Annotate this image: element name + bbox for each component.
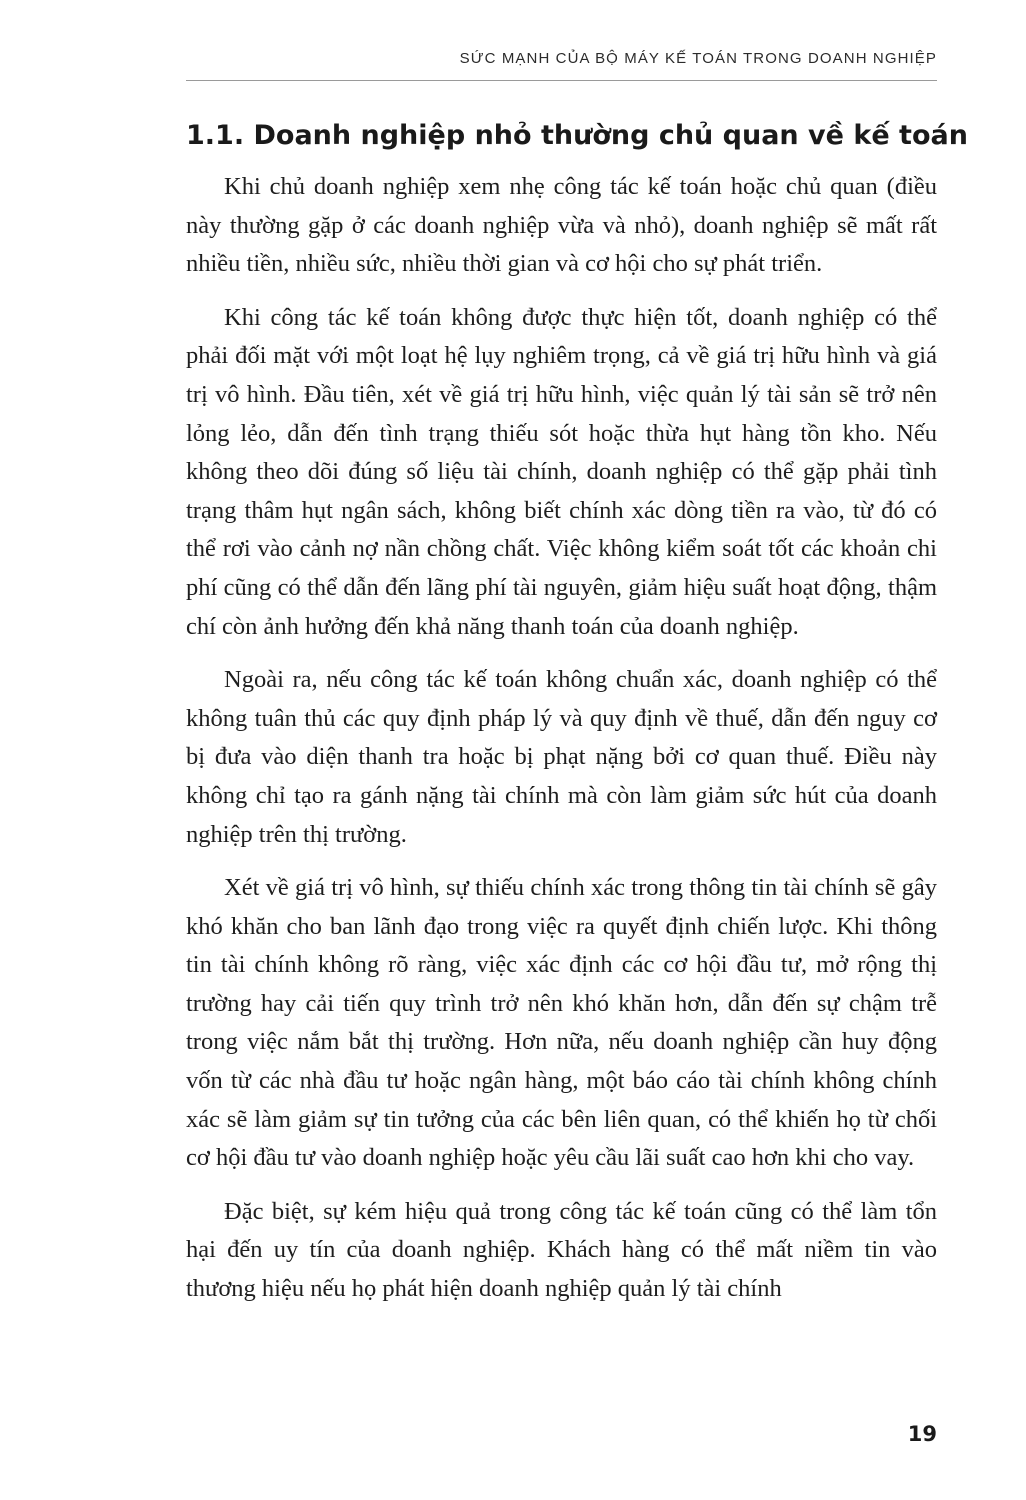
paragraph-2: Khi công tác kế toán không được thực hiện tốt, doanh nghiệp có thể phải đối mặt với một loạt hệ lụy nghiêm trọng, cả về giá trị hữu hình và giá trị vô hình. Đầu tiên, xét về giá trị hữu hình, việc quản lý tài sản sẽ trở nên lỏng lẻo, dẫn đến tình trạng thiếu sót hoặc thừa hụt hàng tồn kho. Nếu không theo dõi đúng số liệu tài chính, doanh nghiệp có thể gặp phải tình trạng thâm hụt ngân sách, không biết chính xác dòng tiền ra vào, từ đó có thể rơi vào cảnh nợ nần chồng chất. Việc không kiểm soát tốt các khoản chi phí cũng có thể dẫn đến lãng phí tài nguyên, giảm hiệu suất hoạt động, thậm chí còn ảnh hưởng đến khả năng thanh toán của doanh nghiệp. xyxy=(186,303,937,640)
running-header: SỨC MẠNH CỦA BỘ MÁY KẾ TOÁN TRONG DOANH NGHIỆP xyxy=(459,50,937,67)
paragraph-5: Đặc biệt, sự kém hiệu quả trong công tác kế toán cũng có thể làm tổn hại đến uy tín của doanh nghiệp. Khách hàng có thể mất niềm tin vào thương hiệu nếu họ phát hiện doanh nghiệp quản lý tài chính xyxy=(186,1197,937,1303)
section-title: 1.1. Doanh nghiệp nhỏ thường chủ quan về kế toán xyxy=(186,120,968,151)
header-divider xyxy=(186,80,937,81)
body-text xyxy=(186,168,937,1324)
paragraph-3: Ngoài ra, nếu công tác kế toán không chuẩn xác, doanh nghiệp có thể không tuân thủ các quy định pháp lý và quy định về thuế, dẫn đến nguy cơ bị đưa vào diện thanh tra hoặc bị phạt nặng bởi cơ quan thuế. Điều này không chỉ tạo ra gánh nặng tài chính mà còn làm giảm sức hút của doanh nghiệp trên thị trường. xyxy=(186,666,937,848)
paragraph-4: Xét về giá trị vô hình, sự thiếu chính xác trong thông tin tài chính sẽ gây khó khăn cho ban lãnh đạo trong việc ra quyết định chiến lược. Khi thông tin tài chính không rõ ràng, việc xác định các cơ hội đầu tư, mở rộng thị trường hay cải tiến quy trình trở nên khó khăn hơn, dẫn đến sự chậm trễ trong việc nắm bắt thị trường. Hơn nữa, nếu doanh nghiệp cần huy động vốn từ các nhà đầu tư hoặc ngân hàng, một báo cáo tài chính không chính xác sẽ làm giảm sự tin tưởng của các bên liên quan, có thể khiến họ từ chối cơ hội đầu tư vào doanh nghiệp hoặc yêu cầu lãi suất cao hơn khi cho vay. xyxy=(186,874,937,1172)
page-number: 19 xyxy=(907,1422,937,1446)
paragraph-1: Khi chủ doanh nghiệp xem nhẹ công tác kế toán hoặc chủ quan (điều này thường gặp ở các doanh nghiệp vừa và nhỏ), doanh nghiệp sẽ mất rất nhiều tiền, nhiều sức, nhiều thời gian và cơ hội cho sự phát triển. xyxy=(186,173,937,278)
